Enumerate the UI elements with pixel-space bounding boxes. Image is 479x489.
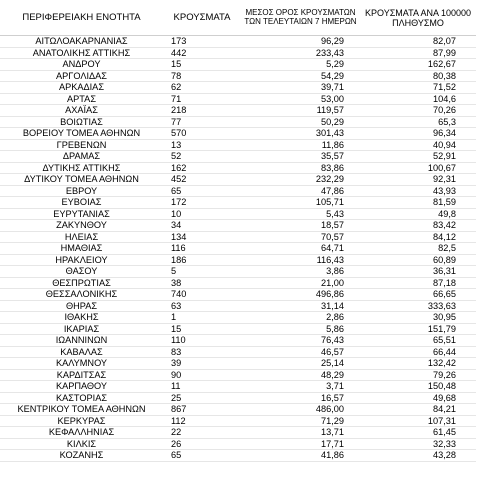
per-capita-cell: 49,8 xyxy=(360,208,476,220)
per-capita-cell: 107,31 xyxy=(360,415,476,427)
average-cell: 41,86 xyxy=(241,450,360,462)
region-cell: ΚΙΛΚΙΣ xyxy=(0,438,163,450)
per-capita-cell: 70,26 xyxy=(360,105,476,117)
per-capita-cell: 52,91 xyxy=(360,151,476,163)
region-cell: ΘΕΣΣΑΛΟΝΙΚΗΣ xyxy=(0,289,163,301)
table-row xyxy=(0,128,476,140)
per-capita-cell: 49,68 xyxy=(360,392,476,404)
per-capita-cell: 60,89 xyxy=(360,254,476,266)
average-cell: 13,71 xyxy=(241,427,360,439)
per-capita-cell: 66,65 xyxy=(360,289,476,301)
average-cell: 496,86 xyxy=(241,289,360,301)
cases-cell: 172 xyxy=(163,197,241,209)
table-row xyxy=(0,93,476,105)
cases-cell: 26 xyxy=(163,438,241,450)
cases-cell: 65 xyxy=(163,450,241,462)
region-cell: ΑΡΚΑΔΙΑΣ xyxy=(0,82,163,94)
average-cell: 5,29 xyxy=(241,59,360,71)
header-per-capita-line2: ΠΛΗΘΥΣΜΟ xyxy=(392,18,444,28)
per-capita-cell: 71,52 xyxy=(360,82,476,94)
per-capita-cell: 43,93 xyxy=(360,185,476,197)
table-row xyxy=(0,266,476,278)
average-cell: 39,71 xyxy=(241,82,360,94)
table-header xyxy=(0,8,476,36)
average-cell: 83,86 xyxy=(241,162,360,174)
header-average xyxy=(241,8,360,36)
average-cell: 11,86 xyxy=(241,139,360,151)
average-cell: 5,86 xyxy=(241,323,360,335)
table-row xyxy=(0,231,476,243)
per-capita-cell: 43,28 xyxy=(360,450,476,462)
region-cell: ΑΝΑΤΟΛΙΚΗΣ ΑΤΤΙΚΗΣ xyxy=(0,47,163,59)
table-row xyxy=(0,151,476,163)
average-cell: 50,29 xyxy=(241,116,360,128)
per-capita-cell: 65,51 xyxy=(360,335,476,347)
cases-cell: 110 xyxy=(163,335,241,347)
average-cell: 18,57 xyxy=(241,220,360,232)
per-capita-cell: 32,33 xyxy=(360,438,476,450)
cases-cell: 162 xyxy=(163,162,241,174)
table-row xyxy=(0,404,476,416)
cases-cell: 1 xyxy=(163,312,241,324)
region-cell: ΒΟΙΩΤΙΑΣ xyxy=(0,116,163,128)
table-row xyxy=(0,369,476,381)
per-capita-cell: 82,5 xyxy=(360,243,476,255)
per-capita-cell: 30,95 xyxy=(360,312,476,324)
header-region-label: ΠΕΡΙΦΕΡΕΙΑΚΗ ΕΝΟΤΗΤΑ xyxy=(22,12,141,23)
per-capita-cell: 84,12 xyxy=(360,231,476,243)
cases-cell: 25 xyxy=(163,392,241,404)
header-average-line2: ΤΩΝ ΤΕΛΕΥΤΑΙΩΝ 7 ΗΜΕΡΩΝ xyxy=(244,17,357,26)
region-cell: ΔΥΤΙΚΗΣ ΑΤΤΙΚΗΣ xyxy=(0,162,163,174)
cases-cell: 34 xyxy=(163,220,241,232)
table-row xyxy=(0,36,476,48)
region-cell: ΒΟΡΕΙΟΥ ΤΟΜΕΑ ΑΘΗΝΩΝ xyxy=(0,128,163,140)
region-cell: ΗΜΑΘΙΑΣ xyxy=(0,243,163,255)
per-capita-cell: 132,42 xyxy=(360,358,476,370)
region-cell: ΘΑΣΟΥ xyxy=(0,266,163,278)
table-row xyxy=(0,323,476,335)
cases-cell: 186 xyxy=(163,254,241,266)
cases-cell: 62 xyxy=(163,82,241,94)
region-cell: ΑΝΔΡΟΥ xyxy=(0,59,163,71)
table-row xyxy=(0,197,476,209)
average-cell: 5,43 xyxy=(241,208,360,220)
cases-cell: 63 xyxy=(163,300,241,312)
table-row xyxy=(0,162,476,174)
average-cell: 54,29 xyxy=(241,70,360,82)
region-cell: ΔΥΤΙΚΟΥ ΤΟΜΕΑ ΑΘΗΝΩΝ xyxy=(0,174,163,186)
average-cell: 105,71 xyxy=(241,197,360,209)
cases-cell: 39 xyxy=(163,358,241,370)
per-capita-cell: 100,67 xyxy=(360,162,476,174)
average-cell: 16,57 xyxy=(241,392,360,404)
per-capita-cell: 333,63 xyxy=(360,300,476,312)
region-cell: ΚΑΛΥΜΝΟΥ xyxy=(0,358,163,370)
per-capita-cell: 40,94 xyxy=(360,139,476,151)
region-cell: ΚΕΝΤΡΙΚΟΥ ΤΟΜΕΑ ΑΘΗΝΩΝ xyxy=(0,404,163,416)
table-row xyxy=(0,335,476,347)
region-cell: ΕΥΡΥΤΑΝΙΑΣ xyxy=(0,208,163,220)
average-cell: 64,71 xyxy=(241,243,360,255)
header-per-capita-line1: ΚΡΟΥΣΜΑΤΑ ΑΝΑ 100000 xyxy=(365,8,471,18)
average-cell: 53,00 xyxy=(241,93,360,105)
table-row xyxy=(0,208,476,220)
cases-cell: 78 xyxy=(163,70,241,82)
cases-cell: 10 xyxy=(163,208,241,220)
per-capita-cell: 36,31 xyxy=(360,266,476,278)
region-cell: ΙΘΑΚΗΣ xyxy=(0,312,163,324)
cases-cell: 15 xyxy=(163,59,241,71)
cases-cell: 116 xyxy=(163,243,241,255)
average-cell: 71,29 xyxy=(241,415,360,427)
per-capita-cell: 87,99 xyxy=(360,47,476,59)
cases-cell: 90 xyxy=(163,369,241,381)
cases-cell: 15 xyxy=(163,323,241,335)
table-row xyxy=(0,277,476,289)
cases-cell: 452 xyxy=(163,174,241,186)
per-capita-cell: 66,44 xyxy=(360,346,476,358)
average-cell: 232,29 xyxy=(241,174,360,186)
per-capita-cell: 87,18 xyxy=(360,277,476,289)
average-cell: 2,86 xyxy=(241,312,360,324)
average-cell: 70,57 xyxy=(241,231,360,243)
region-cell: ΚΑΒΑΛΑΣ xyxy=(0,346,163,358)
table-row xyxy=(0,243,476,255)
table-row xyxy=(0,116,476,128)
region-cell: ΚΑΡΠΑΘΟΥ xyxy=(0,381,163,393)
region-cell: ΚΑΡΔΙΤΣΑΣ xyxy=(0,369,163,381)
average-cell: 48,29 xyxy=(241,369,360,381)
per-capita-cell: 92,31 xyxy=(360,174,476,186)
table-row xyxy=(0,450,476,462)
average-cell: 17,71 xyxy=(241,438,360,450)
cases-cell: 71 xyxy=(163,93,241,105)
region-cell: ΗΛΕΙΑΣ xyxy=(0,231,163,243)
cases-cell: 867 xyxy=(163,404,241,416)
region-cell: ΔΡΑΜΑΣ xyxy=(0,151,163,163)
average-cell: 35,57 xyxy=(241,151,360,163)
average-cell: 116,43 xyxy=(241,254,360,266)
table-row xyxy=(0,415,476,427)
region-cell: ΖΑΚΥΝΘΟΥ xyxy=(0,220,163,232)
table-row xyxy=(0,105,476,117)
table-row xyxy=(0,312,476,324)
region-cell: ΙΚΑΡΙΑΣ xyxy=(0,323,163,335)
region-cell: ΑΙΤΩΛΟΑΚΑΡΝΑΝΙΑΣ xyxy=(0,36,163,48)
region-cell: ΚΕΡΚΥΡΑΣ xyxy=(0,415,163,427)
table-row xyxy=(0,47,476,59)
region-cell: ΚΑΣΤΟΡΙΑΣ xyxy=(0,392,163,404)
average-cell: 21,00 xyxy=(241,277,360,289)
table-row xyxy=(0,346,476,358)
table-row xyxy=(0,59,476,71)
cases-cell: 77 xyxy=(163,116,241,128)
header-region xyxy=(0,8,163,36)
average-cell: 46,57 xyxy=(241,346,360,358)
table-row xyxy=(0,220,476,232)
average-cell: 233,43 xyxy=(241,47,360,59)
region-cell: ΕΒΡΟΥ xyxy=(0,185,163,197)
per-capita-cell: 81,59 xyxy=(360,197,476,209)
table-row xyxy=(0,185,476,197)
cases-cell: 173 xyxy=(163,36,241,48)
region-cell: ΑΧΑΪΑΣ xyxy=(0,105,163,117)
cases-cell: 134 xyxy=(163,231,241,243)
average-cell: 119,57 xyxy=(241,105,360,117)
cases-cell: 13 xyxy=(163,139,241,151)
region-cell: ΚΕΦΑΛΛΗΝΙΑΣ xyxy=(0,427,163,439)
average-cell: 301,43 xyxy=(241,128,360,140)
average-cell: 25,14 xyxy=(241,358,360,370)
region-cell: ΙΩΑΝΝΙΝΩΝ xyxy=(0,335,163,347)
region-cell: ΗΡΑΚΛΕΙΟΥ xyxy=(0,254,163,266)
cases-cell: 442 xyxy=(163,47,241,59)
region-cell: ΚΟΖΑΝΗΣ xyxy=(0,450,163,462)
region-cell: ΘΕΣΠΡΩΤΙΑΣ xyxy=(0,277,163,289)
region-cell: ΑΡΤΑΣ xyxy=(0,93,163,105)
region-cell: ΕΥΒΟΙΑΣ xyxy=(0,197,163,209)
per-capita-cell: 83,42 xyxy=(360,220,476,232)
header-average-line1: ΜΕΣΟΣ ΟΡΟΣ ΚΡΟΥΣΜΑΤΩΝ xyxy=(245,8,356,17)
region-cell: ΘΗΡΑΣ xyxy=(0,300,163,312)
per-capita-cell: 104,6 xyxy=(360,93,476,105)
table-row xyxy=(0,358,476,370)
average-cell: 96,29 xyxy=(241,36,360,48)
region-cell: ΓΡΕΒΕΝΩΝ xyxy=(0,139,163,151)
table-row xyxy=(0,254,476,266)
table-row xyxy=(0,82,476,94)
table-row xyxy=(0,392,476,404)
average-cell: 3,86 xyxy=(241,266,360,278)
average-cell: 3,71 xyxy=(241,381,360,393)
cases-cell: 38 xyxy=(163,277,241,289)
average-cell: 31,14 xyxy=(241,300,360,312)
header-row xyxy=(0,8,476,36)
cases-cell: 570 xyxy=(163,128,241,140)
cases-table xyxy=(0,8,476,462)
table-row xyxy=(0,438,476,450)
table-row xyxy=(0,300,476,312)
per-capita-cell: 65,3 xyxy=(360,116,476,128)
header-per-capita xyxy=(360,8,476,36)
average-cell: 486,00 xyxy=(241,404,360,416)
cases-cell: 52 xyxy=(163,151,241,163)
table-row xyxy=(0,427,476,439)
per-capita-cell: 162,67 xyxy=(360,59,476,71)
average-cell: 76,43 xyxy=(241,335,360,347)
per-capita-cell: 96,34 xyxy=(360,128,476,140)
average-cell: 47,86 xyxy=(241,185,360,197)
cases-cell: 11 xyxy=(163,381,241,393)
header-cases xyxy=(163,8,241,36)
cases-cell: 218 xyxy=(163,105,241,117)
header-cases-label: ΚΡΟΥΣΜΑΤΑ xyxy=(173,12,231,23)
cases-cell: 5 xyxy=(163,266,241,278)
table-row xyxy=(0,289,476,301)
cases-cell: 740 xyxy=(163,289,241,301)
per-capita-cell: 150,48 xyxy=(360,381,476,393)
table-row xyxy=(0,174,476,186)
table-row xyxy=(0,381,476,393)
per-capita-cell: 84,21 xyxy=(360,404,476,416)
cases-cell: 65 xyxy=(163,185,241,197)
cases-cell: 22 xyxy=(163,427,241,439)
per-capita-cell: 82,07 xyxy=(360,36,476,48)
region-cell: ΑΡΓΟΛΙΔΑΣ xyxy=(0,70,163,82)
per-capita-cell: 79,26 xyxy=(360,369,476,381)
cases-cell: 112 xyxy=(163,415,241,427)
per-capita-cell: 151,79 xyxy=(360,323,476,335)
per-capita-cell: 80,38 xyxy=(360,70,476,82)
cases-cell: 83 xyxy=(163,346,241,358)
per-capita-cell: 61,45 xyxy=(360,427,476,439)
table-row xyxy=(0,139,476,151)
table-body xyxy=(0,36,476,462)
table-row xyxy=(0,70,476,82)
